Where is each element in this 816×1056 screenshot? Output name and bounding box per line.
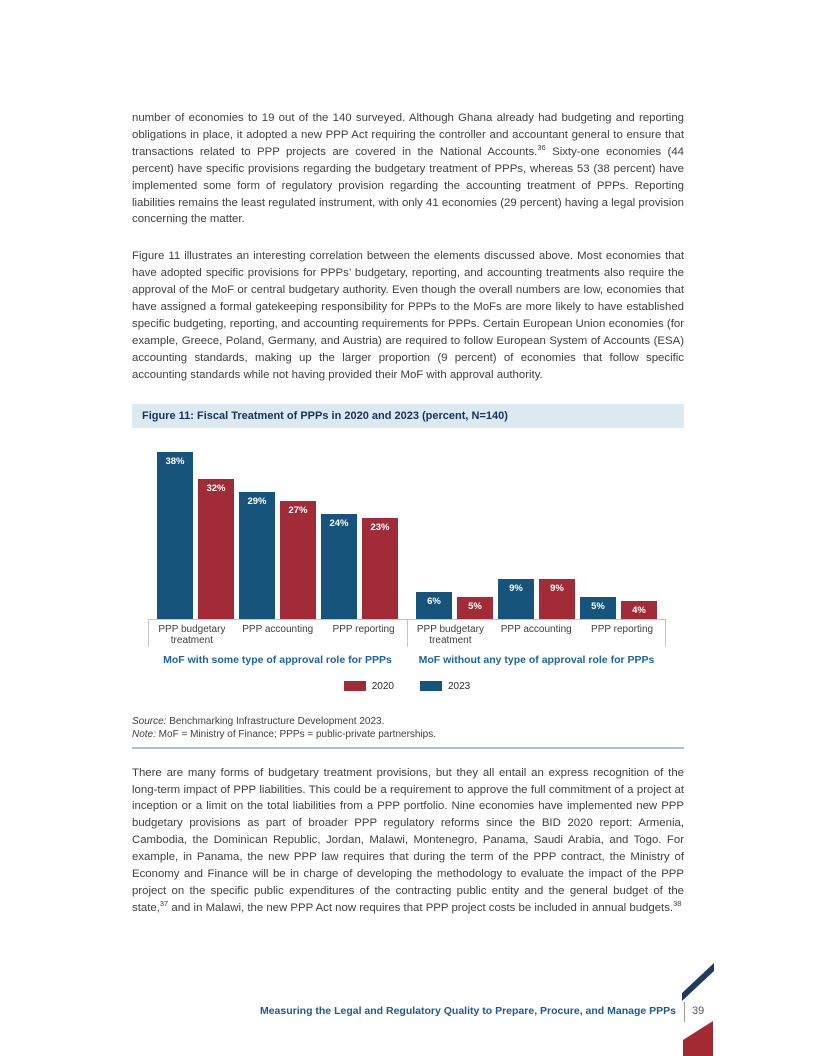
bar-chart xyxy=(148,445,666,692)
footnote-ref-38: 38 xyxy=(673,899,682,909)
legend-label: 2023 xyxy=(448,680,471,692)
page-number: 39 xyxy=(692,1005,705,1017)
footer-running-title: Measuring the Legal and Regulatory Quality to Prepare, Procure, and Manage PPPs xyxy=(259,1005,676,1017)
note-label: Note: xyxy=(132,728,156,740)
bar-value-label: 23% xyxy=(370,522,390,533)
figure-11 xyxy=(132,404,684,749)
bar-value-label: 29% xyxy=(247,495,267,507)
source-label: Source: xyxy=(132,715,167,727)
paragraph-3 xyxy=(132,765,684,917)
legend-swatch-icon xyxy=(420,681,442,691)
bar-2023 xyxy=(321,514,357,619)
bar-value-label: 5% xyxy=(468,600,482,612)
figure-source-note xyxy=(132,715,684,741)
legend-label: 2020 xyxy=(371,680,394,692)
bar-2020 xyxy=(280,501,316,619)
corner-red-shape-icon xyxy=(683,1021,713,1056)
chart-half-1 xyxy=(148,452,407,618)
legend-item-2020 xyxy=(344,681,394,692)
source-text: Benchmarking Infrastructure Development 2023. xyxy=(166,715,385,727)
corner-navy-stripe-icon xyxy=(682,963,714,1001)
bar-2020 xyxy=(457,597,493,619)
bar-2023 xyxy=(580,597,616,619)
bar-value-label: 38% xyxy=(165,456,185,468)
figure-title: Figure 11: Fiscal Treatment of PPPs in 2020 and 2023 (percent, N=140) xyxy=(132,404,684,428)
category-axis-half-1 xyxy=(148,620,408,647)
bar-2023 xyxy=(416,592,452,618)
paragraph-3-text: There are many forms of budgetary treatment provisions, but they all entail an express recognition of the long-term impact of PPP liabilities. This could be a requirement to approve the full commitment of a project at inception or a limit on the total liabilities from a PPP portfolio. Nine economies have implemented new PPP budgetary provisions as part of broader PPP regulatory reforms since the BID 2020 report: Armenia, Cambodia, the Dominican Republic, Jordan, Malawi, Montenegro, Panama, Saudi Arabia, and Togo. For example, in Panama, the new PPP law requires that during the term of the PPP contract, the Ministry of Economy and Finance will be in charge of developing the methodology to evaluate the impact of the PPP project on the specific public expenditures of the contracting public entity and the general budget of the state, xyxy=(132,766,684,914)
bar-2023 xyxy=(239,492,275,619)
footnote-ref-36: 36 xyxy=(537,143,546,153)
bar-2023 xyxy=(157,452,193,618)
bar-value-label: 5% xyxy=(591,600,605,612)
bar-value-label: 4% xyxy=(632,605,646,617)
category-label: PPP budgetary treatment xyxy=(416,623,484,647)
category-axis-half-2 xyxy=(408,620,667,647)
bar-2023 xyxy=(498,579,534,618)
category-label: PPP reporting xyxy=(591,623,654,635)
category-label: PPP budgetary treatment xyxy=(158,623,226,647)
paragraph-3-text-cont: and in Malawi, the new PPP Act now requires that PPP project costs be included in annual budgets. xyxy=(168,901,674,914)
category-label: PPP reporting xyxy=(332,623,395,635)
note-text: MoF = Ministry of Finance; PPPs = public-private partnerships. xyxy=(155,728,437,740)
bar-value-label: 9% xyxy=(509,583,523,595)
bar-group xyxy=(321,514,398,619)
legend-swatch-icon xyxy=(344,681,366,691)
chart-half-2 xyxy=(407,579,666,618)
figure-note xyxy=(132,728,684,741)
bar-value-label: 32% xyxy=(206,482,226,494)
paragraph-1-text-cont: Sixty-one economies (44 percent) have specific provisions regarding the budgetary treatment of PPPs, whereas 53 (38 percent) have implemented some form of regulatory provision regarding the accounting treatment of PPPs. Reporting liabilities remains the least regulated instrument, with only 41 economies (29 percent) having a legal provision concerning the matter. xyxy=(132,145,684,226)
figure-bottom-rule xyxy=(132,747,684,749)
bar-2020 xyxy=(362,518,398,619)
bar-group xyxy=(580,597,657,619)
chart-plot-area xyxy=(148,445,666,620)
bar-group xyxy=(416,592,493,618)
bar-value-label: 24% xyxy=(329,517,349,529)
page-content xyxy=(132,110,684,937)
chart-legend xyxy=(148,681,666,692)
legend-item-2023 xyxy=(420,681,470,692)
section-label-1: MoF with some type of approval role for PPPs xyxy=(163,653,392,666)
chart-category-axis xyxy=(148,620,666,647)
bar-group xyxy=(239,492,316,619)
section-label-2: MoF without any type of approval role for PPPs xyxy=(418,653,655,666)
paragraph-1 xyxy=(132,110,684,228)
bar-value-label: 27% xyxy=(288,504,308,516)
bar-group xyxy=(157,452,234,618)
bar-value-label: 6% xyxy=(427,596,441,608)
bar-group xyxy=(498,579,575,618)
corner-decoration xyxy=(682,963,714,1056)
paragraph-1-text: number of economies to 19 out of the 140 surveyed. Although Ghana already had budgeting and reporting obligations in place, it adopted a new PPP Act requiring the controller and accountant general to ensure that transactions related to PPP projects are covered in the National Accounts. xyxy=(132,112,684,158)
bar-2020 xyxy=(539,579,575,618)
paragraph-2: Figure 11 illustrates an interesting correlation between the elements discussed above. Most economies that have adopted specific provisions for PPPs’ budgetary, reporting, and accounting treatments also require the approval of the MoF or central budgetary authority. Even though the overall numbers are low, economies that have assigned a formal gatekeeping responsibility for PPPs to the MoFs are more likely to have established specific budgeting, reporting, and accounting requirements for PPPs. Certain European Union economies (for example, Greece, Poland, Germany, and Austria) are required to follow European System of Accounts (ESA) accounting standards, making up the larger proportion (9 percent) of economies that follow specific accounting standards while not having provided their MoF with approval authority. xyxy=(132,250,684,381)
bar-value-label: 9% xyxy=(550,583,564,595)
figure-source xyxy=(132,715,684,728)
bar-2020 xyxy=(621,601,657,619)
category-label: PPP accounting xyxy=(500,623,572,635)
bar-2020 xyxy=(198,479,234,619)
footnote-ref-37: 37 xyxy=(159,899,169,909)
category-label: PPP accounting xyxy=(242,623,314,635)
chart-section-labels xyxy=(148,654,666,666)
